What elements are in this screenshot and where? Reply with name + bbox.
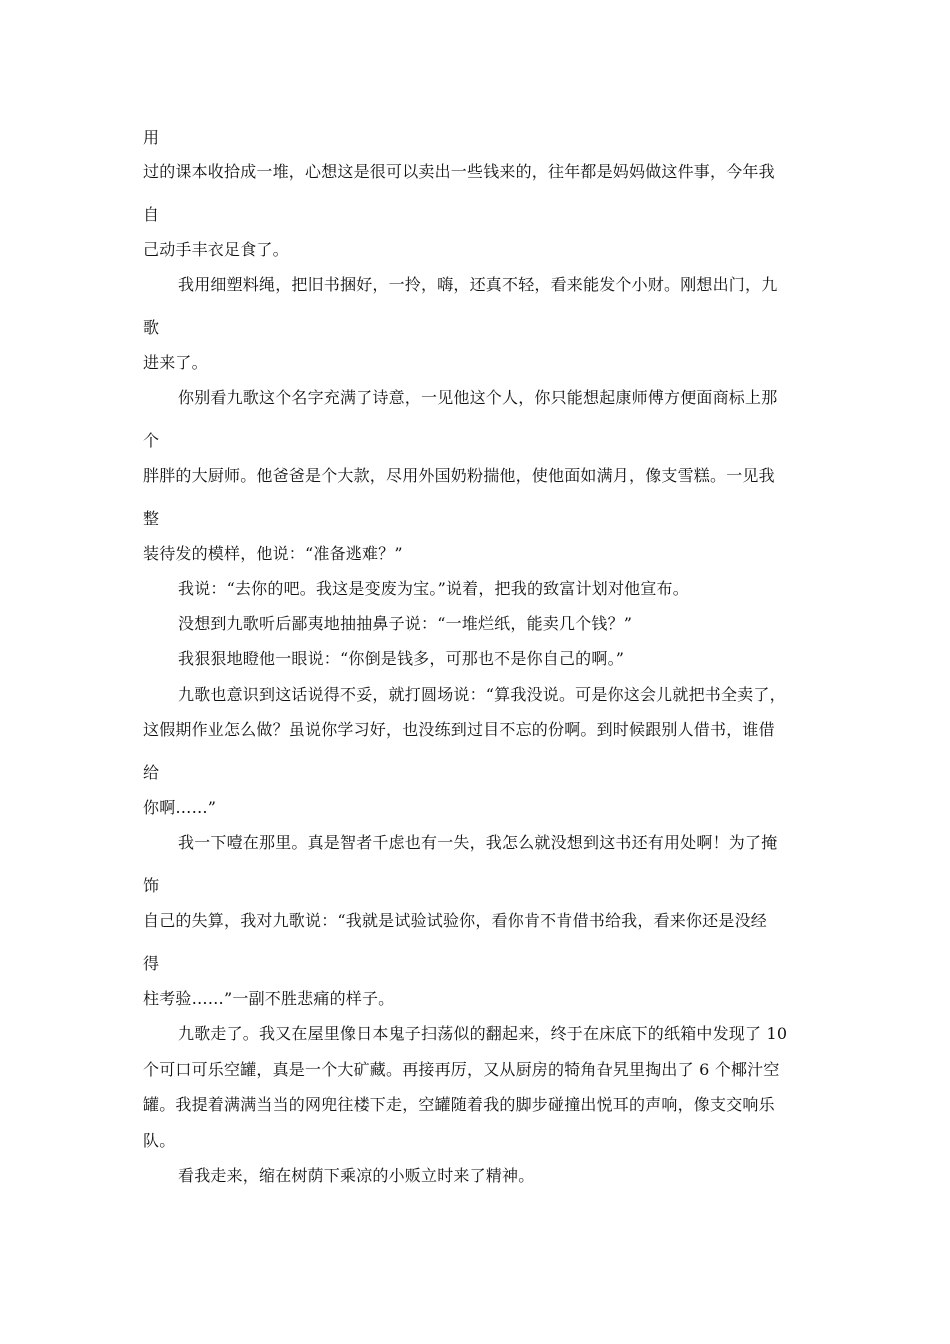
paragraph-start-line: 九歌走了。我又在屋里像日本鬼子扫荡似的翻起来，终于在床底下的纸箱中发现了 10: [178, 1024, 788, 1043]
text-line: 给: [143, 763, 160, 782]
text-line: 胖胖的大厨师。他爸爸是个大款，尽用外国奶粉揣他，使他面如满月，像支雪糕。一见我: [143, 466, 775, 485]
paragraph-start-line: 你别看九歌这个名字充满了诗意，一见他这个人，你只能想起康师傅方便面商标上那: [178, 388, 778, 407]
text-line: 自己的失算，我对九歌说：“我就是试验试验你，看你肯不肯借书给我，看来你还是没经: [143, 911, 767, 930]
text-line: 整: [143, 509, 160, 528]
paragraph-start-line: 看我走来，缩在树荫下乘凉的小贩立时来了精神。: [178, 1166, 535, 1185]
text-line: 队。: [143, 1131, 176, 1150]
text-line: 进来了。: [143, 353, 208, 372]
text-line: 饰: [143, 876, 160, 895]
text-line: 过的课本收拾成一堆，心想这是很可以卖出一些钱来的，往年都是妈妈做这件事，今年我: [143, 162, 775, 181]
text-line: 装待发的模样，他说：“准备逃难？”: [143, 544, 403, 563]
paragraph-start-line: 我用细塑料绳，把旧书捆好，一拎，嗨，还真不轻，看来能发个小财。刚想出门，九: [178, 275, 778, 294]
paragraph-start-line: 没想到九歌听后鄙夷地抽抽鼻子说：“一堆烂纸，能卖几个钱？”: [178, 614, 633, 633]
text-line: 个可口可乐空罐，真是一个大矿藏。再接再厉，又从厨房的犄角旮旯里掏出了 6 个椰汁空: [143, 1060, 780, 1079]
paragraph-start-line: 我说：“去你的吧。我这是变废为宝。”说着，把我的致富计划对他宣布。: [178, 579, 689, 598]
text-line: 歌: [143, 318, 160, 337]
text-line: 用: [143, 128, 160, 147]
text-line: 这假期作业怎么做？虽说你学习好，也没练到过目不忘的份啊。到时候跟别人借书，谁借: [143, 720, 775, 739]
paragraph-start-line: 九歌也意识到这话说得不妥，就打圆场说：“算我没说。可是你这会儿就把书全卖了，: [178, 685, 786, 704]
text-line: 自: [143, 205, 160, 224]
text-line: 罐。我提着满满当当的网兜往楼下走，空罐随着我的脚步碰撞出悦耳的声响，像支交响乐: [143, 1095, 775, 1114]
paragraph-start-line: 我一下噎在那里。真是智者千虑也有一失，我怎么就没想到这书还有用处啊！为了掩: [178, 833, 778, 852]
text-line: 得: [143, 954, 160, 973]
paragraph-start-line: 我狠狠地瞪他一眼说：“你倒是钱多，可那也不是你自己的啊。”: [178, 649, 625, 668]
text-line: 柱考验……”一副不胜悲痛的样子。: [143, 989, 395, 1008]
text-line: 个: [143, 431, 160, 450]
text-line: 己动手丰衣足食了。: [143, 240, 289, 259]
text-line: 你啊……”: [143, 798, 217, 817]
